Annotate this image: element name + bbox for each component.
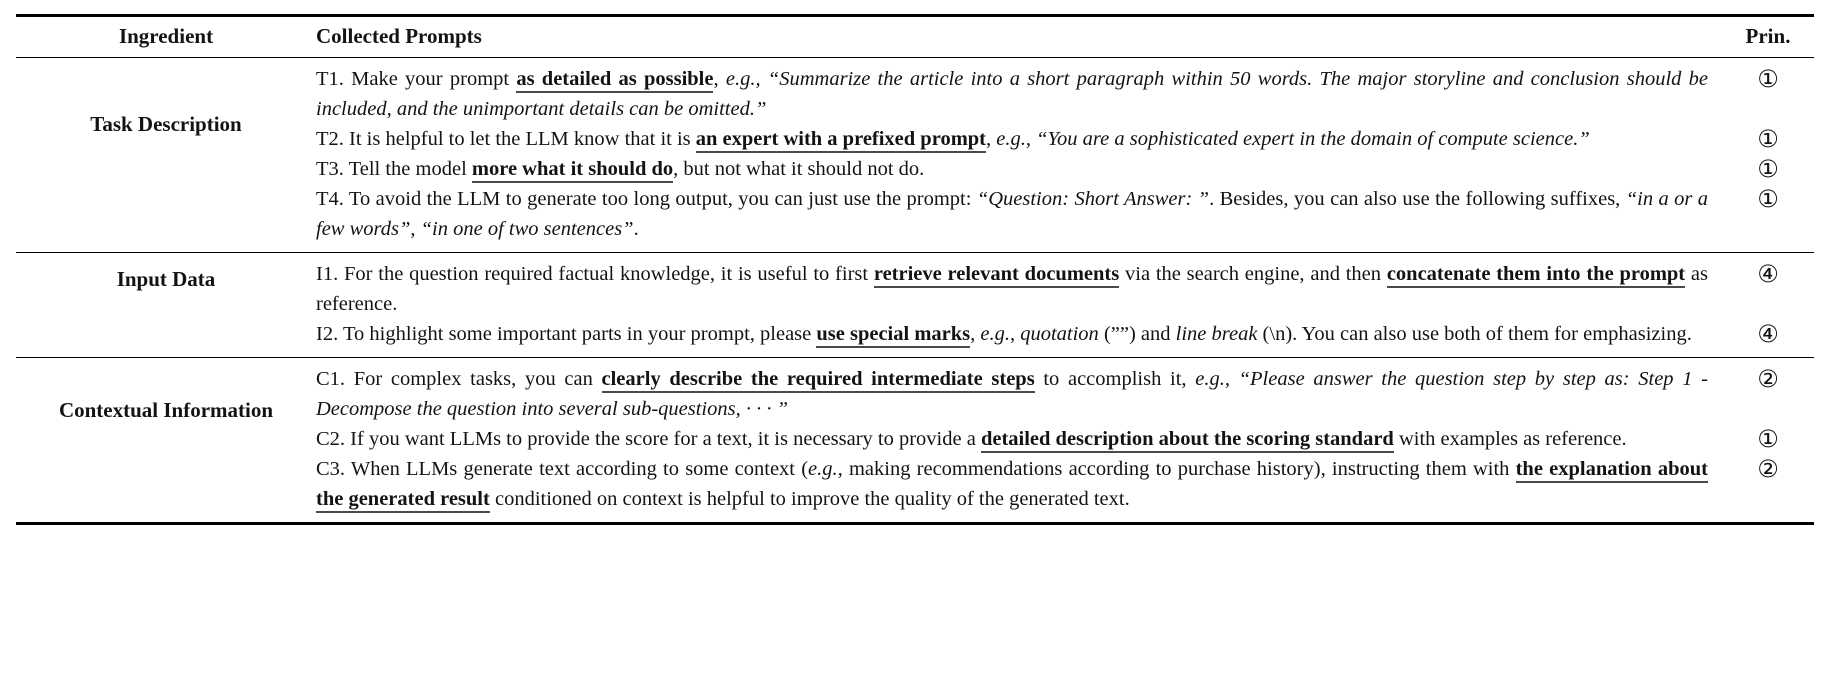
prompt-segment: retrieve relevant documents: [874, 263, 1119, 288]
prompt-segment: “in one of two sentences”: [420, 218, 634, 240]
table-row: [16, 253, 1814, 357]
principle-badge: ④: [1757, 260, 1779, 288]
principle-badge: ①: [1757, 425, 1779, 453]
prompt-segment: line break: [1175, 323, 1258, 345]
prompts-cell: [316, 259, 1814, 349]
prompt-segment: , but not what it should not do.: [673, 158, 925, 180]
ingredient-label: Task Description: [90, 112, 242, 136]
prompt-segment: to accomplish it,: [1034, 368, 1196, 390]
prompt-segment: T1. Make your prompt: [316, 68, 517, 90]
prompt-segment: (””) and: [1098, 323, 1176, 345]
column-header-collected-prompts: Collected Prompts: [316, 24, 482, 48]
prompt-text: [316, 259, 1722, 319]
column-header-ingredient: Ingredient: [118, 24, 214, 48]
prompt-segment: ,: [986, 128, 997, 150]
prompt-segment: with examples as reference.: [1393, 428, 1627, 450]
prompt-segment: ,: [970, 323, 981, 345]
table-body: [16, 58, 1814, 522]
prompt-segment: concatenate them into the prompt: [1387, 263, 1685, 288]
prompt-segment: T3. Tell the model: [316, 158, 472, 180]
prompt-segment: e.g., quotation: [980, 323, 1099, 345]
prompt-segment: e.g., “Please answer the question step by step as: Step 1 - Decompose the question into several sub-questions, · · · ”: [316, 368, 1708, 420]
prompt-segment: an expert with a prefixed prompt: [696, 128, 986, 153]
prompt-segment: as reference.: [316, 263, 1709, 315]
prompt-segment: as detailed as possible: [516, 68, 713, 93]
prompt-segment: detailed description about the scoring standard: [981, 428, 1394, 453]
prompt-segment: C2. If you want LLMs to provide the score for a text, it is necessary to provide a: [316, 428, 981, 450]
prompt-segment: more what it should do: [472, 158, 673, 183]
prompt-entry: [316, 319, 1814, 349]
prompt-entry: [316, 64, 1814, 124]
prompt-segment: .: [633, 218, 639, 240]
ingredient-label: Input Data: [116, 267, 216, 291]
prompt-text: [316, 424, 1722, 454]
prompt-segment: making recommendations according to purchase history), instructing them with: [842, 458, 1516, 480]
prompt-entry: [316, 454, 1814, 514]
table-row: [16, 358, 1814, 522]
prompt-segment: ,: [410, 218, 421, 240]
prompt-segment: I2. To highlight some important parts in your prompt, please: [316, 323, 817, 345]
prompt-segment: e.g., “Summarize the article into a short paragraph within 50 words. The major storyline and conclusion should be included, and the unimportant details can be omitted.”: [316, 68, 1709, 120]
prompts-cell: [316, 364, 1814, 514]
prompt-entry: [316, 124, 1814, 154]
prompt-segment: T2. It is helpful to let the LLM know that it is: [316, 128, 696, 150]
prompt-segment: ,: [713, 68, 726, 90]
prompt-text: [316, 154, 1722, 184]
table-header-row: [16, 17, 1814, 57]
prompt-segment: . Besides, you can also use the following suffixes,: [1209, 188, 1626, 210]
prompts-table: [16, 14, 1814, 525]
prompt-segment: “Question: Short Answer: ”: [976, 188, 1210, 210]
principle-badge: ④: [1757, 320, 1779, 348]
prompt-entry: [316, 364, 1814, 424]
prompt-entry: [316, 154, 1814, 184]
prompt-text: [316, 64, 1722, 124]
prompt-segment: use special marks: [816, 323, 970, 348]
table-row: [16, 58, 1814, 252]
prompt-text: [316, 184, 1722, 244]
prompt-segment: e.g.,: [808, 458, 843, 480]
prompt-text: [316, 319, 1722, 349]
prompt-segment: conditioned on context is helpful to improve the quality of the generated text.: [489, 488, 1130, 510]
prompt-text: [316, 364, 1722, 424]
prompt-segment: via the search engine, and then: [1119, 263, 1387, 285]
prompt-segment: “in a or a few words”: [316, 188, 1709, 240]
prompt-segment: clearly describe the required intermediate steps: [602, 368, 1035, 393]
principle-badge: ①: [1757, 155, 1779, 183]
ingredient-label: Contextual Information: [58, 398, 274, 422]
column-header-prin: Prin.: [1745, 24, 1791, 48]
principle-badge: ①: [1757, 125, 1779, 153]
prompt-text: [316, 124, 1722, 154]
principle-badge: ①: [1757, 185, 1779, 213]
prompt-segment: (\n). You can also use both of them for emphasizing.: [1257, 323, 1692, 345]
prompt-segment: the explanation about the generated result: [316, 458, 1708, 513]
prompt-text: [316, 454, 1722, 514]
principle-badge: ②: [1757, 455, 1779, 483]
prompt-entry: [316, 184, 1814, 244]
prompt-segment: T4. To avoid the LLM to generate too long output, you can just use the prompt:: [316, 188, 977, 210]
principle-badge: ①: [1757, 65, 1779, 93]
prompt-segment: C1. For complex tasks, you can: [316, 368, 602, 390]
bottom-rule: [16, 522, 1814, 525]
prompt-segment: I1. For the question required factual knowledge, it is useful to first: [316, 263, 874, 285]
prompt-segment: e.g., “You are a sophisticated expert in the domain of compute science.”: [996, 128, 1590, 150]
prompt-entry: [316, 259, 1814, 319]
principle-badge: ②: [1757, 365, 1779, 393]
prompt-segment: C3. When LLMs generate text according to some context (: [316, 458, 809, 480]
prompt-entry: [316, 424, 1814, 454]
prompts-cell: [316, 64, 1814, 244]
